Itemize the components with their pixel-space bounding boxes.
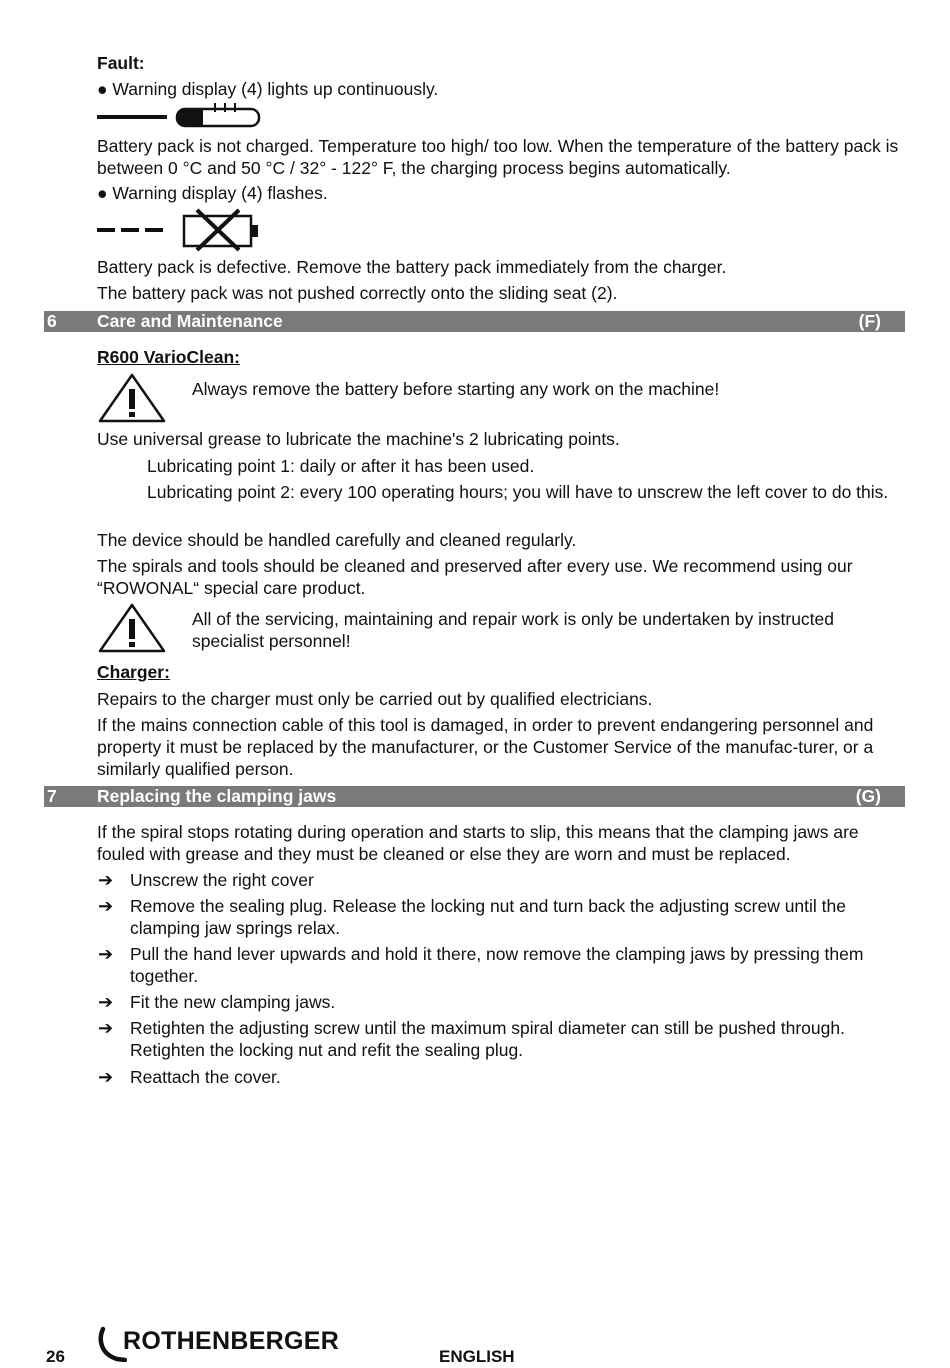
section-6-header <box>44 311 905 332</box>
page-number: 26 <box>46 1347 65 1366</box>
fault-text-defective: Battery pack is defective. Remove the battery pack immediately from the charger. <box>97 257 727 277</box>
paragraph-charger-repairs: Repairs to the charger must only be carried out by qualified electricians. <box>97 689 653 709</box>
lubricating-point-1: Lubricating point 1: daily or after it has been used. <box>147 456 535 476</box>
section-figure-tag: (F) <box>858 311 881 331</box>
step-item: Remove the sealing plug. Release the locking nut and turn back the adjusting screw until the clamping jaw springs relax. <box>130 896 846 938</box>
step-item: Fit the new clamping jaws. <box>130 992 336 1012</box>
paragraph-spirals-cleaned: The spirals and tools should be cleaned and preserved after every use. We recommend using our “ROWONAL“ special care product. <box>97 556 853 598</box>
arrow-icon: ➔ <box>98 992 114 1012</box>
battery-temperature-icon <box>97 103 267 131</box>
fault-item-flashes: ● Warning display (4) flashes. <box>97 183 328 203</box>
step-item: Unscrew the right cover <box>130 870 314 890</box>
fault-item-continuous: ● Warning display (4) lights up continuously. <box>97 79 439 99</box>
section-7-header <box>44 786 905 807</box>
warning-specialist-personnel: All of the servicing, maintaining and repair work is only be undertaken by instructed specialist personnel! <box>192 609 835 651</box>
section-number: 6 <box>47 311 57 331</box>
arrow-icon: ➔ <box>98 870 114 890</box>
section-title: Care and Maintenance <box>97 311 283 331</box>
subheading-charger: Charger: <box>97 662 170 682</box>
paragraph-mains-cable: If the mains connection cable of this tool is damaged, in order to prevent endangering personnel and property it must be replaced by the manufacturer, or the Customer Service of the manufac-turer, or a similarly qualified person. <box>97 715 874 779</box>
paragraph-spiral-slip: If the spiral stops rotating during operation and starts to slip, this means that the clamping jaws are fouled with grease and they must be cleaned or else they are worn and must be replaced. <box>97 822 859 864</box>
section-figure-tag: (G) <box>855 786 881 806</box>
arrow-icon: ➔ <box>98 896 114 916</box>
lubricating-point-2: Lubricating point 2: every 100 operating hours; you will have to unscrew the left cover to do this. <box>147 482 889 502</box>
paragraph-lubricate: Use universal grease to lubricate the machine's 2 lubricating points. <box>97 429 620 449</box>
battery-defective-icon <box>97 208 267 252</box>
fault-heading: Fault: <box>97 53 145 73</box>
arrow-icon: ➔ <box>98 1067 114 1087</box>
footer-language: ENGLISH <box>439 1347 515 1366</box>
warning-triangle-icon <box>97 372 167 424</box>
step-item: Pull the hand lever upwards and hold it there, now remove the clamping jaws by pressing them together. <box>130 944 864 986</box>
section-number: 7 <box>47 786 57 806</box>
fault-text-not-charged: Battery pack is not charged. Temperature too high/ too low. When the temperature of the battery pack is between 0 °C and 50 °C / 32° - 122° F, the charging process begins automatically. <box>97 136 899 178</box>
step-item: Retighten the adjusting screw until the maximum spiral diameter can still be pushed through. Retighten the locking nut and refit the sealing plug. <box>130 1018 845 1060</box>
warning-remove-battery: Always remove the battery before starting any work on the machine! <box>192 379 720 399</box>
subheading-r600: R600 VarioClean: <box>97 347 240 367</box>
brand-logo <box>97 1326 357 1362</box>
section-title: Replacing the clamping jaws <box>97 786 337 806</box>
warning-triangle-icon <box>97 602 167 654</box>
arrow-icon: ➔ <box>98 1018 114 1038</box>
fault-text-not-pushed: The battery pack was not pushed correctly onto the sliding seat (2). <box>97 283 618 303</box>
brand-name: ROTHENBERGER <box>123 1327 340 1355</box>
step-item: Reattach the cover. <box>130 1067 281 1087</box>
paragraph-handled-carefully: The device should be handled carefully and cleaned regularly. <box>97 530 577 550</box>
arrow-icon: ➔ <box>98 944 114 964</box>
